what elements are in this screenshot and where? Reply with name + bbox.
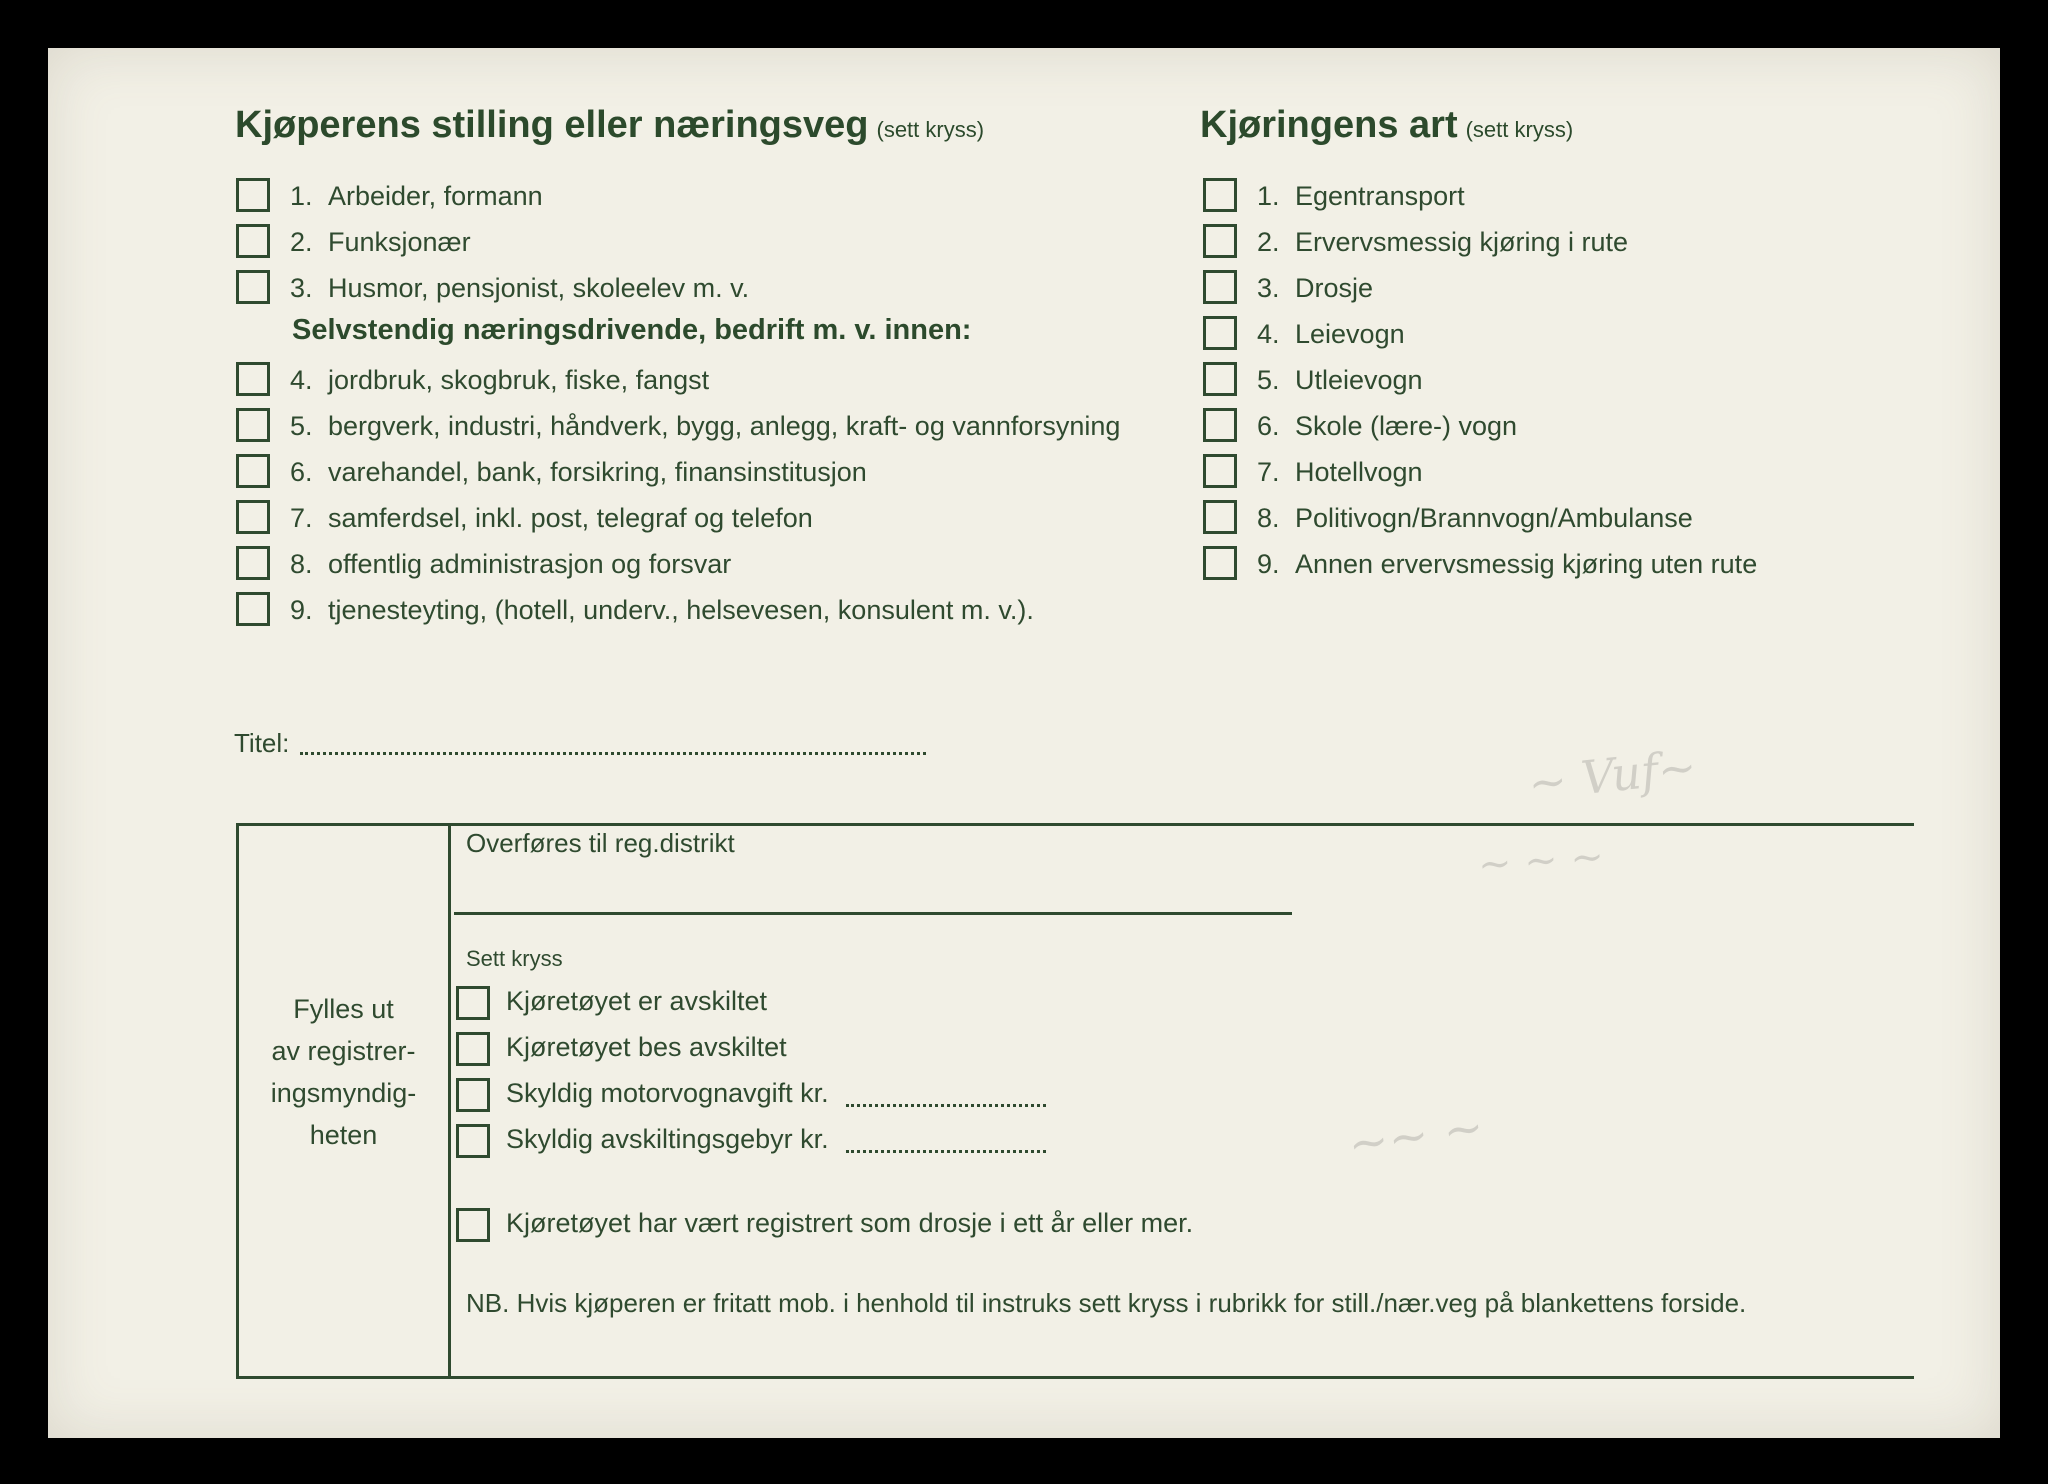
side-label-line: av registrer- <box>271 1036 416 1066</box>
checkbox[interactable] <box>1203 224 1237 258</box>
option-number: 7. <box>290 503 313 533</box>
driving-type-heading-note: (sett kryss) <box>1465 117 1574 142</box>
request-deregister-checkbox[interactable] <box>456 1032 490 1066</box>
option-number: 5. <box>1257 365 1280 395</box>
buyer-occupation-heading <box>235 104 984 147</box>
option-label: Politivogn/Brannvogn/Ambulanse <box>1295 503 1693 533</box>
option-number: 1. <box>1257 181 1280 211</box>
option-label: Egentransport <box>1295 181 1465 211</box>
option-number: 6. <box>290 457 313 487</box>
transfer-district-label: Overføres til reg.distrikt <box>466 828 735 858</box>
section-divider-rule <box>448 823 451 1378</box>
checkbox[interactable] <box>1203 546 1237 580</box>
deregistration-fee-owed-checkbox[interactable] <box>456 1124 490 1158</box>
checkbox[interactable] <box>236 224 270 258</box>
option-label: Hotellvogn <box>1295 457 1423 487</box>
option-number: 1. <box>290 181 313 211</box>
buyer-occupation-heading-note: (sett kryss) <box>876 117 985 142</box>
option-number: 5. <box>290 411 313 441</box>
checkbox[interactable] <box>236 500 270 534</box>
checkbox[interactable] <box>1203 454 1237 488</box>
self-employed-subheading: Selvstendig næringsdrivende, bedrift m. v. innen: <box>292 314 972 346</box>
option-label: Ervervsmessig kjøring i rute <box>1295 227 1629 257</box>
section-top-rule <box>236 823 1914 826</box>
option-label: Skole (lære-) vogn <box>1295 411 1518 441</box>
checkbox[interactable] <box>1203 270 1237 304</box>
transfer-district-input-line[interactable] <box>454 912 1292 915</box>
checkbox[interactable] <box>236 362 270 396</box>
option-number: 4. <box>290 365 313 395</box>
show-through-signature-1: ~ Vuf~ <box>1525 739 1700 811</box>
show-through-signature-3: ~~ ~ <box>1344 1098 1488 1174</box>
vehicle-tax-amount-line[interactable] <box>846 1104 1046 1107</box>
option-label: Leievogn <box>1295 319 1405 349</box>
driving-type-heading-text: Kjøringens art <box>1200 104 1458 146</box>
title-label: Titel: <box>234 728 290 758</box>
option-number: 9. <box>290 595 313 625</box>
side-label-line: ingsmyndig- <box>270 1078 417 1108</box>
form-sheet <box>48 48 2000 1438</box>
deregistration-fee-owed-label: Skyldig avskiltingsgebyr kr. <box>506 1124 829 1154</box>
buyer-occupation-heading-text: Kjøperens stilling eller næringsveg <box>235 104 869 146</box>
show-through-signature-2: ~ ~ ~ <box>1476 833 1606 889</box>
option-number: 4. <box>1257 319 1280 349</box>
checkbox[interactable] <box>236 178 270 212</box>
request-deregister-label: Kjøretøyet bes avskiltet <box>506 1032 787 1062</box>
deregistered-checkbox[interactable] <box>456 986 490 1020</box>
side-label-line: heten <box>309 1120 378 1150</box>
checkbox[interactable] <box>1203 316 1237 350</box>
deregistered-label: Kjøretøyet er avskiltet <box>506 986 768 1016</box>
deregistration-fee-amount-line[interactable] <box>846 1150 1046 1153</box>
option-number: 2. <box>1257 227 1280 257</box>
option-number: 7. <box>1257 457 1280 487</box>
option-label: jordbruk, skogbruk, fiske, fangst <box>328 365 710 395</box>
option-number: 2. <box>290 227 313 257</box>
option-label: bergverk, industri, håndverk, bygg, anlegg, kraft- og vannforsyning <box>328 411 1121 441</box>
authority-side-label <box>239 988 448 1156</box>
side-label-line: Fylles ut <box>293 994 394 1024</box>
checkbox[interactable] <box>1203 362 1237 396</box>
option-number: 8. <box>1257 503 1280 533</box>
option-label: Arbeider, formann <box>328 181 543 211</box>
vehicle-tax-owed-label: Skyldig motorvognavgift kr. <box>506 1078 829 1108</box>
checkbox[interactable] <box>1203 408 1237 442</box>
option-number: 3. <box>290 273 313 303</box>
checkbox[interactable] <box>236 546 270 580</box>
sett-kryss-label: Sett kryss <box>466 946 563 971</box>
option-label: tjenesteyting, (hotell, underv., helsevesen, konsulent m. v.). <box>328 595 1034 625</box>
checkbox[interactable] <box>236 270 270 304</box>
registered-taxi-label: Kjøretøyet har vært registrert som drosje i ett år eller mer. <box>506 1208 1194 1238</box>
option-label: Drosje <box>1295 273 1374 303</box>
option-label: samferdsel, inkl. post, telegraf og telefon <box>328 503 813 533</box>
option-number: 8. <box>290 549 313 579</box>
title-input-line[interactable] <box>300 752 926 755</box>
registered-taxi-checkbox[interactable] <box>456 1208 490 1242</box>
option-label: Husmor, pensjonist, skoleelev m. v. <box>328 273 750 303</box>
checkbox[interactable] <box>236 408 270 442</box>
section-bottom-rule <box>236 1376 1914 1379</box>
checkbox[interactable] <box>236 592 270 626</box>
vehicle-tax-owed-checkbox[interactable] <box>456 1078 490 1112</box>
option-label: Utleievogn <box>1295 365 1423 395</box>
option-number: 3. <box>1257 273 1280 303</box>
option-label: varehandel, bank, forsikring, finansinstitusjon <box>328 457 867 487</box>
option-label: offentlig administrasjon og forsvar <box>328 549 732 579</box>
checkbox[interactable] <box>236 454 270 488</box>
checkbox[interactable] <box>1203 500 1237 534</box>
driving-type-heading <box>1200 104 1573 147</box>
option-label: Annen ervervsmessig kjøring uten rute <box>1295 549 1758 579</box>
option-number: 6. <box>1257 411 1280 441</box>
nb-note: NB. Hvis kjøperen er fritatt mob. i henhold til instruks sett kryss i rubrikk for still./nær.veg på blankettens forside. <box>466 1288 1747 1318</box>
option-number: 9. <box>1257 549 1280 579</box>
option-label: Funksjonær <box>328 227 471 257</box>
checkbox[interactable] <box>1203 178 1237 212</box>
